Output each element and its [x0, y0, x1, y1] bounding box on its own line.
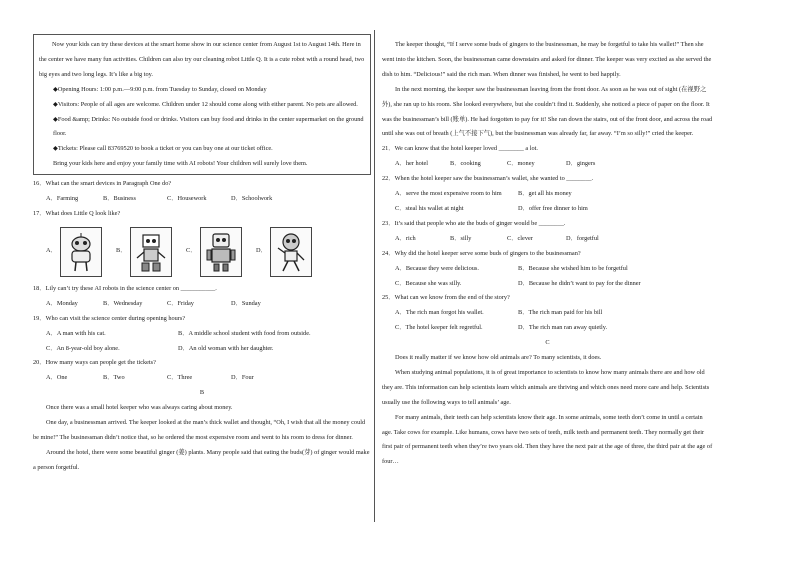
notice-box	[33, 34, 371, 175]
notice-food: ◆Food &amp; Drinks: No outside food or drinks. Visitors can buy food and drinks in the center supermarket on the ground floor.	[53, 115, 364, 138]
q23-option-b[interactable]: B．silly	[450, 234, 472, 242]
passage-c-paragraph-3: For many animals, their teeth can help scientists know their age. In some animals, some teeth don’t come in until a certain age. Take cows for example. Like humans, cows have two sets of teeth, milk teeth and permanent teeth. They normally get their first pair of permanent teeth when they’re two years old. Then they have the next pair at the age of three, the third pair at the age of four…	[382, 413, 713, 466]
q19-options-row2	[46, 342, 371, 357]
q24-option-c[interactable]: C．Because she was silly.	[395, 279, 462, 287]
q23-option-d[interactable]: D．forgetful	[566, 234, 599, 242]
q19-option-a[interactable]: A．A man with his cat.	[46, 329, 106, 337]
q24-option-b[interactable]: B．Because she wished him to be forgetful	[518, 264, 628, 272]
q18-option-b[interactable]: B．Wednesday	[103, 299, 143, 307]
q25-option-c[interactable]: C．The hotel keeper felt regretful.	[395, 324, 483, 332]
q19-stem: 19．Who can visit the science center during opening hours?	[33, 314, 186, 322]
q24-option-d[interactable]: D．Because he didn’t want to pay for the dinner	[518, 279, 641, 287]
story-paragraph-1: Once there was a small hotel keeper who was always caring about money.	[46, 404, 233, 412]
q20-options	[46, 371, 371, 386]
q24-stem: 24．Why did the hotel keeper serve some buds of gingers to the businessman?	[382, 249, 581, 257]
q20-option-a[interactable]: A．One	[46, 374, 68, 382]
q22-stem: 22．When the hotel keeper saw the businessman’s wallet, she wanted to ________.	[382, 175, 594, 183]
q19-options-row1	[46, 327, 371, 342]
q22-options-row1	[395, 187, 713, 202]
q22-option-b[interactable]: B．get all his money	[518, 190, 572, 198]
q20-option-b[interactable]: B．Two	[103, 374, 125, 382]
q18-option-d[interactable]: D．Sunday	[231, 299, 261, 307]
q19-option-b[interactable]: B．A middle school student with food from outside.	[178, 329, 311, 337]
left-column	[33, 34, 371, 476]
passage-c-paragraph-2: When studying animal populations, it is of great importance to scientists to know how many animals there are and how old they are. This information can help scientists learn which animals are thriving and which ones need more care and help. Scientists usually use the following ways to tell animals’ age.	[382, 368, 710, 406]
q16-stem: 16．What can the smart devices in Paragraph One do?	[33, 180, 172, 188]
q19-option-c[interactable]: C．An 8-year-old boy alone.	[46, 344, 120, 352]
q16-option-c[interactable]: C．Housework	[167, 195, 207, 203]
story-paragraph-3: Around the hotel, there were some beautiful ginger (姜) plants. Many people said that eating the buds(芽) of ginger would make a person forgetful.	[33, 448, 370, 471]
story-paragraph-5: In the next morning, the keeper saw the businessman leaving from the front door. As soon as he was out of sight (在视野之外), she ran up to his room. She looked everywhere, but she couldn’t find it. Suddenly, she noticed a piece of paper on the floor. It was the businessman’s bill (账单). He had forgotten to pay for it! She ran down the stairs, out of the front door, and across the road until she was out of breath (上气不接下气), but the businessman was already far, far away. “I’m so silly!” cried the keeper.	[382, 85, 713, 138]
q23-stem: 23．It’s said that people who ate the buds of ginger would be ________.	[382, 219, 566, 227]
q18-options	[46, 297, 371, 312]
q24-options-row2	[395, 277, 713, 292]
q18-stem: 18．Lily can’t try these AI robots in the science center on ___________.	[33, 284, 217, 292]
section-b-heading: B	[199, 389, 205, 397]
q23-options	[395, 232, 713, 247]
notice-hours: ◆Opening Hours: 1:00 p.m.—9:00 p.m. from Tuesday to Sunday, closed on Monday	[53, 85, 267, 93]
q22-option-c[interactable]: C．steal his wallet at night	[395, 204, 464, 212]
notice-visitors: ◆Visitors: People of all ages are welcome. Children under 12 should come along with either parent. No pets are allowed.	[53, 100, 358, 108]
q24-options-row1	[395, 262, 713, 277]
q25-option-d[interactable]: D．The rich man ran away quietly.	[518, 324, 608, 332]
section-c-heading: C	[545, 339, 550, 347]
q18-option-c[interactable]: C．Friday	[167, 299, 194, 307]
column-divider	[374, 30, 375, 522]
q21-option-c[interactable]: C．money	[507, 160, 535, 168]
notice-tickets: ◆Tickets: Please call 83769520 to book a ticket or you can buy one at our ticket office.	[53, 145, 273, 153]
story-paragraph-4: The keeper thought, “If I serve some buds of gingers to the businessman, he may be forgetful to take his wallet!” Then she went into the kitchen. Soon, the businessman came downstairs and asked for dinner. The keeper was very excited as she served the dish to him. “Delicious!” said the rich man. When dinner was finished, he went to bed happily.	[382, 41, 712, 78]
q16-option-a[interactable]: A．Farming	[46, 195, 79, 203]
q20-option-c[interactable]: C．Three	[167, 374, 193, 382]
q22-options-row2	[395, 202, 713, 217]
q25-stem: 25．What can we know from the end of the story?	[382, 294, 510, 302]
q17-label-d[interactable]: D．	[256, 247, 267, 255]
q17-stem: 17．What does Little Q look like?	[33, 209, 121, 217]
q17-label-c[interactable]: C．	[186, 247, 197, 255]
q18-option-a[interactable]: A．Monday	[46, 299, 78, 307]
q20-stem: 20．How many ways can people get the tickets?	[33, 359, 156, 367]
q16-options	[46, 192, 371, 207]
q21-option-b[interactable]: B．cooking	[450, 160, 481, 168]
passage-c-paragraph-1: Does it really matter if we know how old animals are? To many scientists, it does.	[395, 354, 602, 362]
robot-c-image[interactable]	[200, 227, 242, 277]
q23-option-c[interactable]: C．clever	[507, 234, 533, 242]
q22-option-a[interactable]: A．serve the most expensive room to him	[395, 190, 502, 198]
notice-closing: Bring your kids here and enjoy your family time with AI robots! Your children will surely love them.	[53, 160, 308, 168]
q25-option-b[interactable]: B．The rich man paid for his bill	[518, 309, 603, 317]
q17-image-options	[46, 222, 371, 282]
q25-option-a[interactable]: A．The rich man forgot his wallet.	[395, 309, 484, 317]
q19-option-d[interactable]: D．An old woman with her daughter.	[178, 344, 274, 352]
q21-option-a[interactable]: A．her hotel	[395, 160, 429, 168]
q16-option-b[interactable]: B．Business	[103, 195, 136, 203]
q25-options-row2	[395, 321, 713, 336]
q20-option-d[interactable]: D．Four	[231, 374, 254, 382]
q23-option-a[interactable]: A．rich	[395, 234, 416, 242]
right-column	[382, 38, 713, 470]
q17-label-b[interactable]: B．	[116, 247, 127, 255]
robot-b-image[interactable]	[130, 227, 172, 277]
robot-d-image[interactable]	[270, 227, 312, 277]
story-paragraph-2: One day, a businessman arrived. The keeper looked at the man’s thick wallet and thought, “Oh, I wish that all the money could be mine!” The businessman didn’t notice that, so he ordered the most expensive room and went to his room to dress for dinner.	[33, 419, 366, 441]
q25-options-row1	[395, 306, 713, 321]
q21-option-d[interactable]: D．gingers	[566, 160, 596, 168]
q22-option-d[interactable]: D．offer free dinner to him	[518, 204, 588, 212]
q21-options	[395, 157, 713, 172]
q21-stem: 21．We can know that the hotel keeper loved ________ a lot.	[382, 145, 538, 153]
q16-option-d[interactable]: D．Schoolwork	[231, 195, 273, 203]
q17-label-a[interactable]: A．	[46, 247, 57, 255]
notice-intro: Now your kids can try these devices at the smart home show in our science center from August 1st to August 14th. Here in the center we have many fun activities. Children can also try our cleaning robot Little Q. It is a cute robot with a round head, two big eyes and two long legs. It’s like a big toy.	[39, 41, 365, 78]
robot-a-image[interactable]	[60, 227, 102, 277]
q24-option-a[interactable]: A．Because they were delicious.	[395, 264, 479, 272]
